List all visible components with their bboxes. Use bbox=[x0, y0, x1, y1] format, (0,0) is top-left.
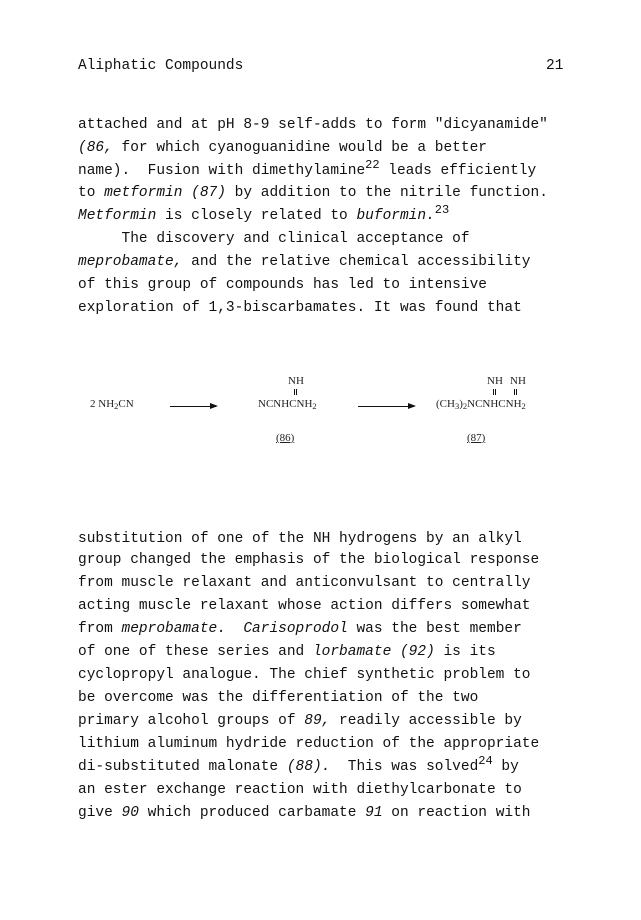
text-run: and the relative chemical accessibility bbox=[182, 254, 531, 270]
imine-nh-label: NH bbox=[288, 375, 304, 387]
compound-ref: 89, bbox=[304, 713, 331, 729]
drug-name: meprobamate, bbox=[78, 254, 183, 270]
text-run: of this group of compounds has led to intensive bbox=[78, 277, 487, 293]
double-bond-mark bbox=[493, 389, 496, 395]
reaction-scheme bbox=[0, 338, 641, 444]
text-run: on reaction with bbox=[382, 805, 531, 821]
text-line bbox=[78, 574, 530, 592]
compound-ref: (86, bbox=[78, 140, 113, 156]
text-run: from bbox=[78, 621, 122, 637]
drug-name: Carisoprodol bbox=[243, 621, 348, 637]
drug-name: buformin. bbox=[356, 208, 435, 224]
compound-ref: (88). bbox=[286, 759, 331, 775]
formula-subscript: 2 bbox=[462, 401, 468, 411]
text-run: give bbox=[78, 805, 122, 821]
text-line bbox=[78, 253, 530, 271]
formula-subscript: 3 bbox=[454, 401, 460, 411]
text-line bbox=[78, 666, 530, 684]
text-run: was the best member bbox=[347, 621, 522, 637]
text-line bbox=[78, 139, 487, 157]
text-run: exploration of 1,3-biscarbamates. It was found that bbox=[78, 300, 522, 316]
reference-superscript: 23 bbox=[434, 203, 450, 217]
drug-name: metformin (87) bbox=[104, 185, 226, 201]
text-run: group changed the emphasis of the biological response bbox=[78, 552, 540, 568]
cyanoguanidine-formula bbox=[258, 398, 317, 410]
formula-part: ) bbox=[459, 398, 463, 410]
formula-part: (CH bbox=[436, 398, 455, 410]
text-run: di-substituted malonate bbox=[78, 759, 287, 775]
formula-part: CN bbox=[118, 398, 134, 410]
text-run: This was solved bbox=[330, 759, 479, 775]
text-line bbox=[78, 754, 519, 776]
text-run: which produced carbamate bbox=[138, 805, 366, 821]
running-title: Aliphatic Compounds bbox=[78, 58, 244, 74]
text-run: of one of these series and bbox=[78, 644, 313, 660]
text-line bbox=[78, 804, 531, 822]
text-line bbox=[78, 597, 530, 615]
text-run: name). Fusion with dimethylamine bbox=[78, 163, 366, 179]
formula-subscript: 2 bbox=[521, 401, 526, 411]
drug-name: meprobamate. bbox=[121, 621, 226, 637]
text-run: to bbox=[78, 185, 105, 201]
text-line bbox=[78, 712, 522, 730]
text-line bbox=[78, 299, 522, 317]
imine-nh-label: NH bbox=[487, 375, 503, 387]
text-run: by addition to the nitrile function. bbox=[225, 185, 548, 201]
text-line bbox=[78, 158, 537, 180]
text-run: be overcome was the differentiation of the two bbox=[78, 690, 479, 706]
text-run: readily accessible by bbox=[330, 713, 522, 729]
page-number: 21 bbox=[546, 58, 564, 74]
text-line bbox=[78, 620, 522, 638]
reactant-formula bbox=[90, 398, 134, 410]
formula-subscript: 2 bbox=[312, 401, 317, 411]
text-line bbox=[78, 781, 522, 799]
text-line bbox=[78, 689, 478, 707]
text-run bbox=[226, 621, 243, 637]
text-run: from muscle relaxant and anticonvulsant to centrally bbox=[78, 575, 531, 591]
reference-superscript: 24 bbox=[478, 754, 493, 768]
text-line bbox=[78, 276, 487, 294]
double-bond-mark bbox=[294, 389, 297, 395]
text-line bbox=[78, 116, 548, 134]
reaction-arrow bbox=[170, 406, 216, 407]
text-run: The discovery and clinical acceptance of bbox=[78, 231, 470, 247]
text-run: acting muscle relaxant whose action differs somewhat bbox=[78, 598, 531, 614]
reaction-arrow bbox=[358, 406, 414, 407]
reference-superscript: 22 bbox=[365, 158, 380, 172]
text-run: cyclopropyl analogue. The chief synthetic problem to bbox=[78, 667, 531, 683]
text-run: an ester exchange reaction with diethylcarbonate to bbox=[78, 782, 522, 798]
compound-ref: 91 bbox=[365, 805, 383, 821]
text-run: substitution of one of the NH hydrogens by an alkyl bbox=[78, 531, 522, 547]
text-run: leads efficiently bbox=[379, 163, 537, 179]
double-bond-mark bbox=[514, 389, 517, 395]
text-run: is closely related to bbox=[156, 208, 357, 224]
compound-label-87: (87) bbox=[467, 432, 486, 444]
text-run: for which cyanoguanidine would be a better bbox=[112, 140, 487, 156]
text-run: primary alcohol groups of bbox=[78, 713, 305, 729]
drug-name: Metformin bbox=[78, 208, 157, 224]
text-line bbox=[78, 530, 522, 548]
text-run: by bbox=[492, 759, 519, 775]
text-line bbox=[78, 643, 496, 661]
formula-subscript: 2 bbox=[114, 401, 119, 411]
text-line bbox=[78, 203, 450, 225]
compound-ref: 90 bbox=[121, 805, 139, 821]
formula-part: 2 NH bbox=[90, 398, 115, 410]
imine-nh-label: NH bbox=[510, 375, 526, 387]
drug-name: lorbamate (92) bbox=[312, 644, 435, 660]
text-run: attached and at pH 8-9 self-adds to form "dicyanamide" bbox=[78, 117, 548, 133]
text-line bbox=[78, 551, 539, 569]
compound-label-86: (86) bbox=[276, 432, 295, 444]
text-run: lithium aluminum hydride reduction of the appropriate bbox=[78, 736, 540, 752]
formula-part: NCNHCNH bbox=[258, 398, 313, 410]
formula-part: NCNHCNH bbox=[467, 398, 522, 410]
text-line bbox=[78, 184, 548, 202]
text-line bbox=[78, 230, 470, 248]
text-line bbox=[78, 735, 539, 753]
text-run: is its bbox=[434, 644, 496, 660]
metformin-formula bbox=[436, 398, 526, 410]
